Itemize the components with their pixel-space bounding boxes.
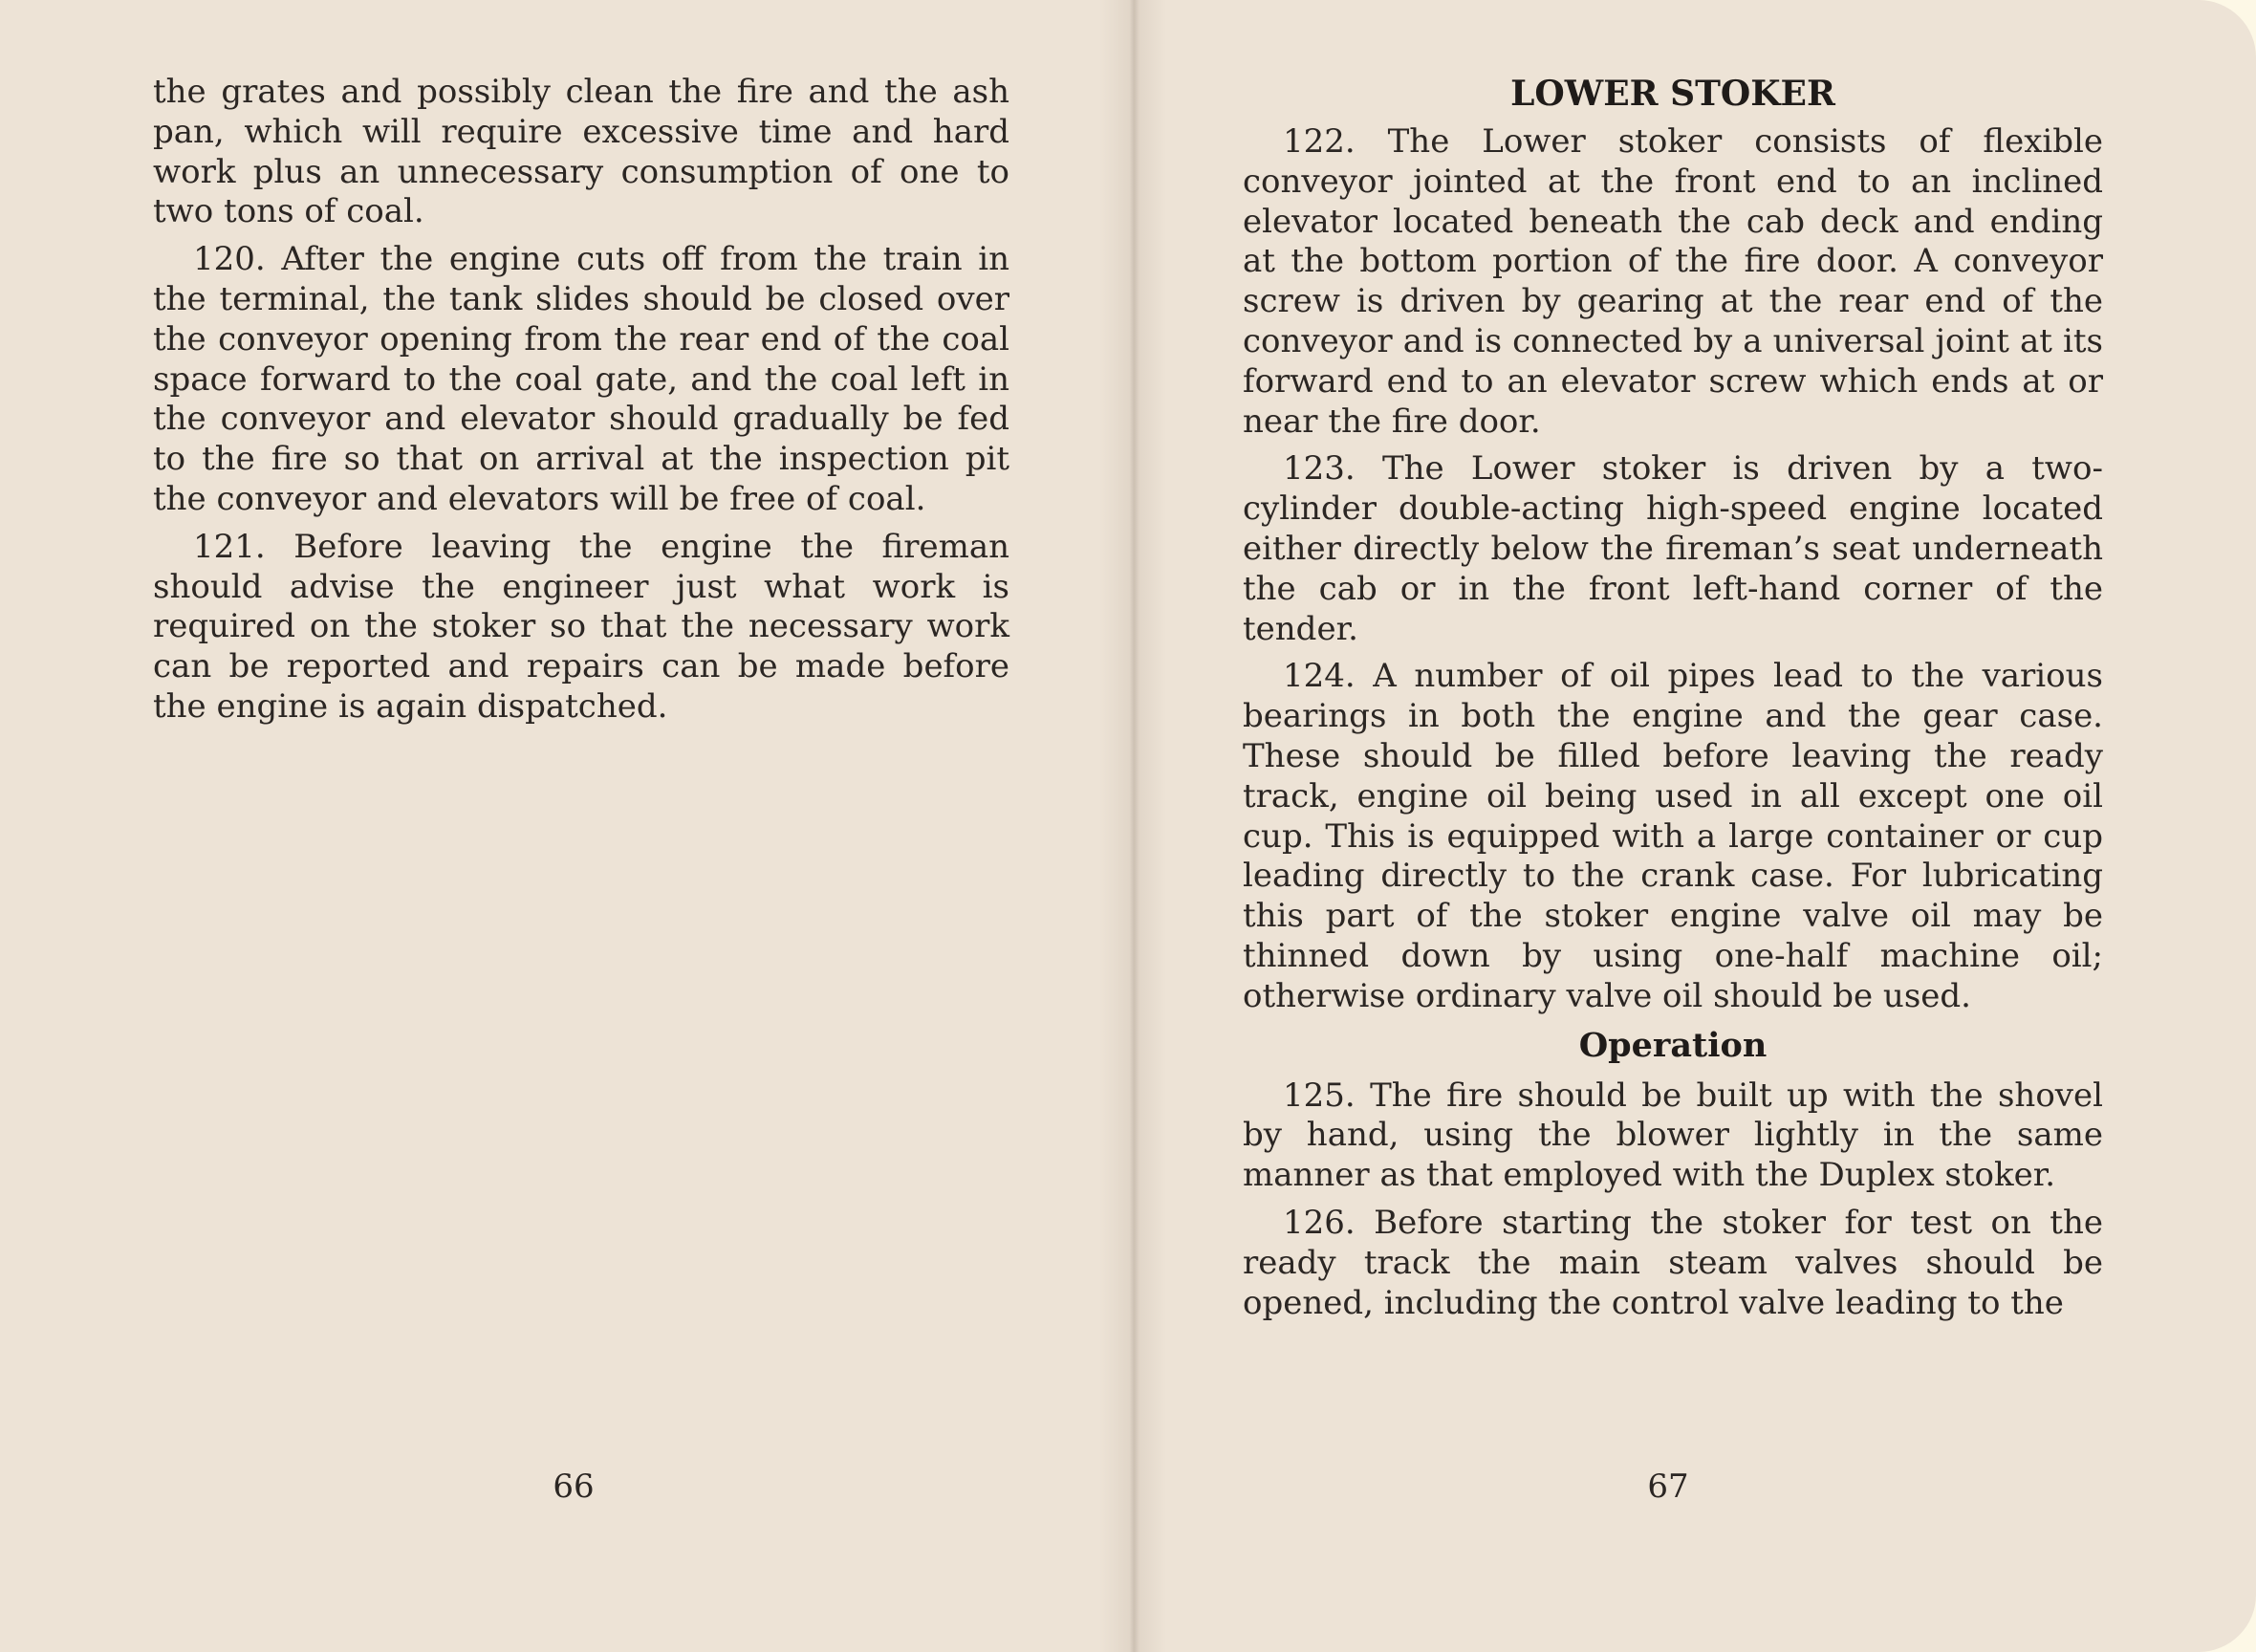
page-number-left: 66 [553,1467,595,1506]
paragraph-124: 124. A number of oil pipes lead to the various bearings in both the engine and the gear case. These should be filled before leaving the ready track, engine oil being used in all except one oil cup. This is equipped with a large container or cup leading directly to the crank case. For lubricating this part of the stoker engine valve oil may be thinned down by using one-half machine oil; otherwise ordinary valve oil should be used. [1243,657,2103,1015]
paragraph-122: 122. The Lower stoker consists of flexible conveyor jointed at the front end to an inclined elevator located beneath the cab deck and ending at the bottom portion of the fire door. A conveyor screw is driven by gearing at the rear end of the conveyor and is connected by a universal joint at its forward end to an elevator screw which ends at or near the fire door. [1243,122,2103,441]
paragraph-123: 123. The Lower stoker is driven by a two-cylinder double-acting high-speed engine located either directly below the fireman’s seat underneath the cab or in the front left-hand corner of the tender. [1243,449,2103,648]
page-number-right: 67 [1647,1467,1689,1506]
subsection-heading: Operation [1578,1025,1768,1065]
section-heading: LOWER STOKER [1510,74,1835,114]
left-page-body [153,73,1009,735]
paragraph-121: 121. Before leaving the engine the fireman should advise the engineer just what work is required on the stoker so that the necessary work can be reported and repairs can be made before the engine is again dispatched. [153,527,1009,726]
right-page [1123,0,2256,1652]
paragraph-120: 120. After the engine cuts off from the train in the terminal, the tank slides should be closed over the conveyor opening from the rear end of the coal space forward to the coal gate, and the coal left in the conveyor and elevator should gradually be fed to the fire so that on arrival at the inspection pit the conveyor and elevators will be free of coal. [153,240,1009,518]
paragraph-125: 125. The fire should be built up with the shovel by hand, using the blower lightly in the same manner as that employed with the Duplex stoker. [1243,1076,2103,1195]
paragraph-continuation: the grates and possibly clean the fire and the ash pan, which will require excessive time and hard work plus an unnecessary consumption of one to two tons of coal. [153,73,1009,231]
left-page [0,0,1123,1652]
paragraph-126: 126. Before starting the stoker for test on the ready track the main steam valves should be opened, including the control valve leading to the [1243,1203,2103,1322]
right-page-body [1243,73,2103,1331]
